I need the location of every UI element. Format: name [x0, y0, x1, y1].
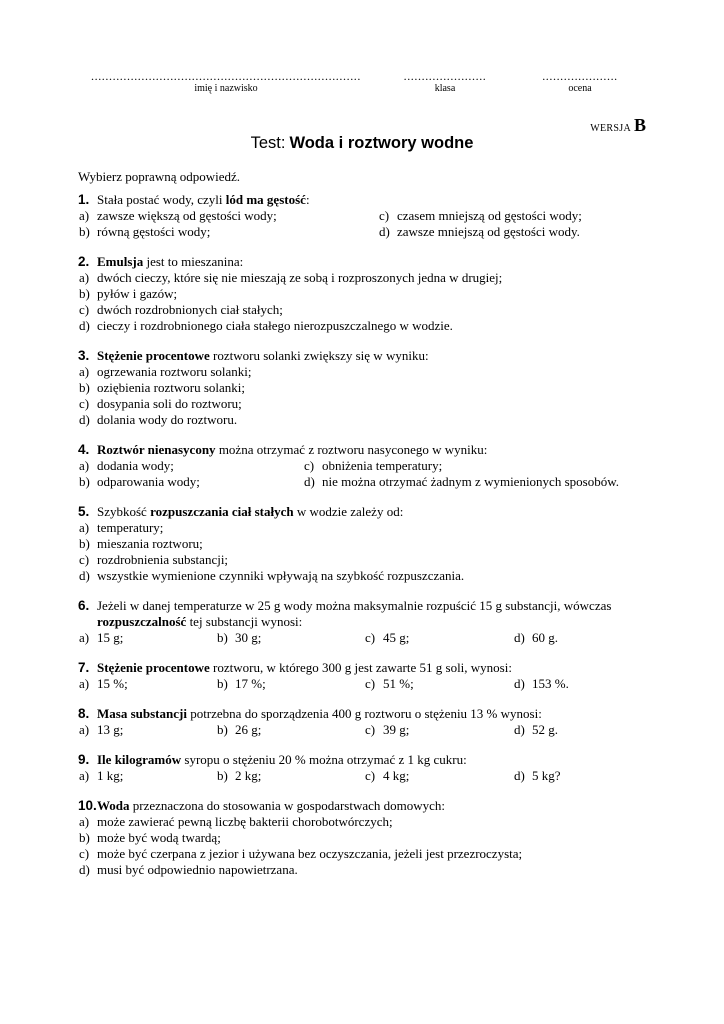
option-letter: d): [304, 474, 315, 489]
option-text: 51 %;: [383, 676, 414, 691]
stem-text: w wodzie zależy od:: [293, 504, 404, 519]
option-letter: d): [514, 722, 525, 737]
stem-bold: Emulsja: [97, 254, 144, 269]
question-stem: [78, 660, 658, 676]
question-10: [78, 798, 658, 878]
answer-option[interactable]: [78, 364, 658, 380]
question-stem: [78, 706, 658, 722]
stem-text: potrzebna do sporządzenia 400 g roztworu o stężeniu 13 % wynosi:: [186, 706, 542, 721]
option-text: 4 kg;: [383, 768, 410, 783]
stem-bold: Ile kilogramów: [97, 752, 182, 767]
answer-options: [78, 458, 658, 490]
answer-option[interactable]: [303, 474, 658, 490]
option-letter: c): [379, 208, 390, 223]
question-number: 8.: [78, 706, 90, 721]
option-letter: d): [79, 568, 90, 583]
answer-options: [78, 722, 658, 738]
option-letter: d): [79, 412, 90, 427]
answer-option[interactable]: [78, 552, 658, 568]
answer-options: [78, 364, 658, 428]
option-letter: b): [79, 536, 90, 551]
stem-text: :: [305, 192, 310, 207]
option-letter: b): [217, 768, 228, 783]
option-text: dolania wody do roztworu.: [97, 412, 238, 427]
question-stem: [78, 348, 658, 364]
answer-option[interactable]: [78, 676, 216, 692]
question-stem: [78, 798, 658, 814]
answer-option[interactable]: [78, 520, 658, 536]
option-text: 45 g;: [383, 630, 410, 645]
option-letter: a): [79, 722, 90, 737]
option-text: 52 g.: [532, 722, 558, 737]
version-label: WERSJA: [590, 123, 631, 134]
option-text: dwóch rozdrobnionych ciał stałych;: [97, 302, 283, 317]
answer-option[interactable]: [78, 208, 378, 224]
answer-option[interactable]: [78, 568, 658, 584]
option-letter: c): [365, 722, 376, 737]
question-2: [78, 254, 658, 334]
version-indicator: [590, 115, 646, 136]
answer-options: [78, 768, 658, 784]
option-text: odparowania wody;: [97, 474, 200, 489]
option-text: cieczy i rozdrobnionego ciała stałego nierozpuszczalnego w wodzie.: [97, 318, 453, 333]
option-text: może być wodą twardą;: [97, 830, 221, 845]
option-text: może być czerpana z jezior i używana bez oczyszczania, jeżeli jest przezroczysta;: [97, 846, 523, 861]
option-letter: c): [365, 768, 376, 783]
option-letter: b): [79, 224, 90, 239]
option-letter: a): [79, 520, 90, 535]
answer-option[interactable]: [78, 768, 216, 784]
answer-option[interactable]: [78, 814, 658, 830]
question-8: [78, 706, 658, 738]
answer-options: [78, 270, 658, 334]
stem-text: tej substancji wynosi:: [186, 614, 303, 629]
question-stem: [78, 504, 658, 520]
question-stem-continued: [78, 614, 658, 630]
option-letter: b): [79, 830, 90, 845]
option-letter: d): [514, 676, 525, 691]
answer-option[interactable]: [364, 722, 513, 738]
answer-option[interactable]: [78, 846, 658, 862]
answer-option[interactable]: [378, 208, 658, 224]
option-text: oziębienia roztworu solanki;: [97, 380, 246, 395]
answer-option[interactable]: [513, 722, 658, 738]
option-text: ogrzewania roztworu solanki;: [97, 364, 252, 379]
answer-option[interactable]: [513, 676, 658, 692]
option-letter: c): [79, 302, 90, 317]
stem-bold: Stężenie procentowe: [97, 348, 210, 363]
stem-bold: Masa substancji: [97, 706, 187, 721]
option-text: 13 g;: [97, 722, 124, 737]
question-list: [78, 192, 658, 892]
grade-dots: .....................: [542, 69, 618, 83]
option-text: 30 g;: [235, 630, 262, 645]
option-text: 153 %.: [532, 676, 569, 691]
answer-option[interactable]: [78, 458, 303, 474]
stem-text: jest to mieszanina:: [143, 254, 244, 269]
answer-option[interactable]: [303, 458, 658, 474]
class-label: klasa: [434, 83, 456, 94]
option-text: dodania wody;: [97, 458, 174, 473]
stem-bold: rozpuszczania ciał stałych: [150, 504, 294, 519]
option-text: 39 g;: [383, 722, 410, 737]
answer-option[interactable]: [78, 224, 378, 240]
answer-option[interactable]: [78, 862, 658, 878]
answer-option[interactable]: [78, 318, 658, 334]
question-stem: [78, 192, 658, 208]
option-letter: a): [79, 364, 90, 379]
option-letter: b): [79, 474, 90, 489]
option-text: dwóch cieczy, które się nie mieszają ze sobą i rozproszonych jedna w drugiej;: [97, 270, 503, 285]
answer-options: [78, 520, 658, 584]
title-main: Woda i roztwory wodne: [289, 134, 474, 152]
name-field[interactable]: [88, 70, 364, 95]
question-number: 1.: [78, 192, 90, 207]
option-text: wszystkie wymienione czynniki wpływają na szybkość rozpuszczania.: [97, 568, 465, 583]
question-stem: [78, 254, 658, 270]
question-number: 5.: [78, 504, 90, 519]
class-dots: .......................: [403, 69, 487, 83]
option-letter: a): [79, 676, 90, 691]
option-letter: a): [79, 458, 90, 473]
option-text: mieszania roztworu;: [97, 536, 203, 551]
option-letter: d): [79, 318, 90, 333]
question-number: 2.: [78, 254, 90, 269]
option-letter: c): [79, 846, 90, 861]
grade-field[interactable]: [541, 70, 619, 95]
option-letter: b): [217, 676, 228, 691]
option-letter: c): [365, 630, 376, 645]
answer-option[interactable]: [78, 536, 658, 552]
option-letter: d): [514, 630, 525, 645]
answer-option[interactable]: [78, 270, 658, 286]
stem-text: można otrzymać z roztworu nasyconego w wyniku:: [215, 442, 488, 457]
question-number: 10.: [78, 798, 97, 813]
question-stem: [78, 752, 658, 768]
answer-options: [78, 676, 658, 692]
answer-option[interactable]: [78, 380, 658, 396]
answer-option[interactable]: [78, 474, 303, 490]
option-letter: c): [79, 552, 90, 567]
option-text: 5 kg?: [532, 768, 561, 783]
question-1: [78, 192, 658, 240]
option-text: równą gęstości wody;: [97, 224, 211, 239]
option-text: może zawierać pewną liczbę bakterii chorobotwórczych;: [97, 814, 393, 829]
answer-option[interactable]: [216, 722, 364, 738]
option-text: dosypania soli do roztworu;: [97, 396, 242, 411]
answer-option[interactable]: [216, 676, 364, 692]
answer-option[interactable]: [364, 768, 513, 784]
stem-text: roztworu solanki zwiększy się w wyniku:: [209, 348, 429, 363]
stem-text: Szybkość: [97, 504, 151, 519]
option-letter: a): [79, 208, 90, 223]
option-letter: a): [79, 768, 90, 783]
question-number: 4.: [78, 442, 90, 457]
answer-options: [78, 208, 658, 240]
question-number: 7.: [78, 660, 90, 675]
stem-text: Jeżeli w danej temperaturze w 25 g wody można maksymalnie rozpuścić 15 g substancji, wówczas: [97, 598, 612, 613]
option-text: czasem mniejszą od gęstości wody;: [397, 208, 582, 223]
class-field[interactable]: [402, 70, 488, 95]
answer-option[interactable]: [216, 768, 364, 784]
answer-option[interactable]: [78, 630, 216, 646]
stem-bold: lód ma gęstość: [225, 192, 306, 207]
stem-bold: Stężenie procentowe: [97, 660, 210, 675]
answer-option[interactable]: [78, 302, 658, 318]
option-text: 1 kg;: [97, 768, 124, 783]
answer-option[interactable]: [78, 286, 658, 302]
question-6: [78, 598, 658, 646]
option-letter: a): [79, 630, 90, 645]
answer-option[interactable]: [78, 830, 658, 846]
option-text: 15 %;: [97, 676, 128, 691]
question-number: 3.: [78, 348, 90, 363]
option-letter: c): [79, 396, 90, 411]
question-9: [78, 752, 658, 784]
option-text: 26 g;: [235, 722, 262, 737]
option-text: pyłów i gazów;: [97, 286, 178, 301]
stem-text: Stała postać wody, czyli: [97, 192, 226, 207]
option-text: temperatury;: [97, 520, 164, 535]
answer-option[interactable]: [513, 630, 658, 646]
option-letter: b): [79, 380, 90, 395]
option-text: zawsze większą od gęstości wody;: [97, 208, 277, 223]
option-letter: c): [304, 458, 315, 473]
question-3: [78, 348, 658, 428]
stem-text: przeznaczona do stosowania w gospodarstwach domowych:: [129, 798, 446, 813]
option-text: zawsze mniejszą od gęstości wody.: [397, 224, 580, 239]
question-stem: [78, 598, 658, 614]
option-text: 15 g;: [97, 630, 124, 645]
title-prefix: Test:: [250, 134, 286, 152]
grade-label: ocena: [568, 83, 592, 94]
answer-option[interactable]: [78, 396, 658, 412]
option-text: 2 kg;: [235, 768, 262, 783]
name-label: imię i nazwisko: [194, 83, 258, 94]
name-dots: ...........................................................................: [91, 69, 361, 83]
option-letter: a): [79, 270, 90, 285]
question-7: [78, 660, 658, 692]
option-letter: d): [514, 768, 525, 783]
answer-options: [78, 630, 658, 646]
question-5: [78, 504, 658, 584]
stem-text: roztworu, w którego 300 g jest zawarte 51 g soli, wynosi:: [209, 660, 512, 675]
option-text: 60 g.: [532, 630, 558, 645]
answer-option[interactable]: [364, 630, 513, 646]
question-number: 9.: [78, 752, 90, 767]
version-value: B: [633, 115, 646, 135]
instruction-text: Wybierz poprawną odpowiedź.: [78, 169, 241, 184]
stem-bold: Woda: [97, 798, 130, 813]
answer-options: [78, 814, 658, 878]
option-text: obniżenia temperatury;: [322, 458, 443, 473]
answer-option[interactable]: [78, 722, 216, 738]
question-number: 6.: [78, 598, 90, 613]
option-letter: c): [365, 676, 376, 691]
option-letter: b): [79, 286, 90, 301]
answer-option[interactable]: [78, 412, 658, 428]
answer-option[interactable]: [513, 768, 658, 784]
stem-bold: rozpuszczalność: [97, 614, 187, 629]
option-text: rozdrobnienia substancji;: [97, 552, 229, 567]
question-4: [78, 442, 658, 490]
option-text: 17 %;: [235, 676, 266, 691]
option-letter: d): [379, 224, 390, 239]
stem-text: syropu o stężeniu 20 % można otrzymać z 1 kg cukru:: [181, 752, 467, 767]
option-letter: a): [79, 814, 90, 829]
answer-option[interactable]: [378, 224, 658, 240]
option-text: musi być odpowiednio napowietrzana.: [97, 862, 298, 877]
option-letter: b): [217, 722, 228, 737]
stem-bold: Roztwór nienasycony: [97, 442, 216, 457]
option-letter: d): [79, 862, 90, 877]
answer-option[interactable]: [364, 676, 513, 692]
option-letter: b): [217, 630, 228, 645]
answer-option[interactable]: [216, 630, 364, 646]
page-title: [0, 134, 724, 153]
option-text: nie można otrzymać żadnym z wymienionych sposobów.: [322, 474, 619, 489]
question-stem: [78, 442, 658, 458]
